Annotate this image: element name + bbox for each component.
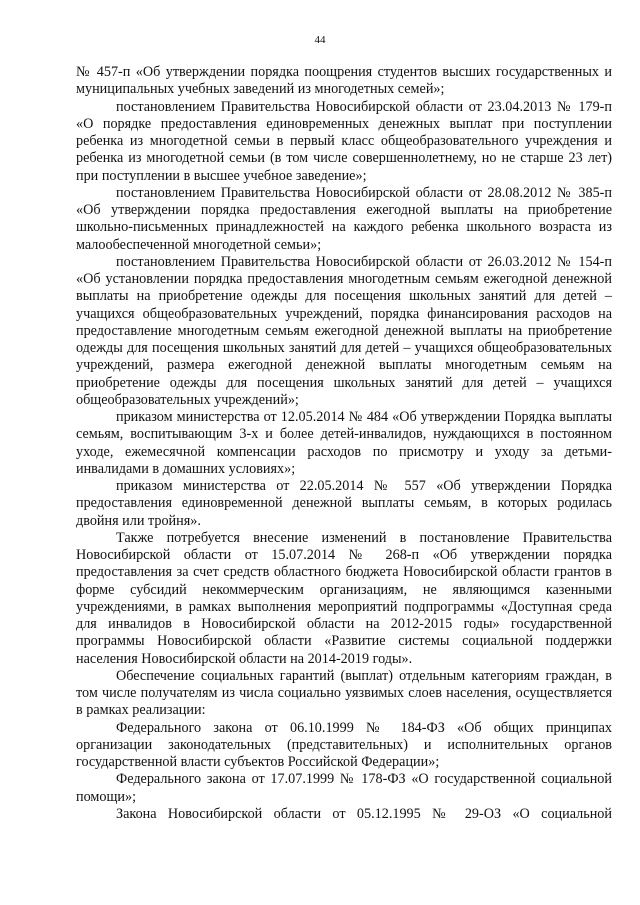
- paragraph-4: постановлением Правительства Новосибирской области от 26.03.2012 № 154-п «Об установлении порядка предоставления многодетным семьям ежегодной денежной выплаты на приобретение одежды для посещения школьных занятий для детей – учащихся общеобразовательных учреждений, порядка финансирования расходов на предоставление многодетным семьям ежегодной денежной выплаты на приобретение одежды для посещения школьных занятий для детей – учащихся общеобразовательных учреждений, размера ежегодной денежной выплаты многодетным семьям на приобретение одежды для посещения школьных занятий для детей – учащихся общеобразовательных учреждений»;: [76, 253, 612, 408]
- paragraph-8: Обеспечение социальных гарантий (выплат) отдельным категориям граждан, в том числе получателям из числа социально уязвимых слоев населения, осуществляется в рамках реализации:: [76, 667, 612, 719]
- paragraph-5: приказом министерства от 12.05.2014 № 484 «Об утверждении Порядка выплаты семьям, воспитывающим 3-х и более детей-инвалидов, нуждающихся в постоянном уходе, ежемесячной компенсации расходов по присмотру и уходу за детьми-инвалидами в домашних условиях»;: [76, 409, 612, 477]
- paragraph-7: Также потребуется внесение изменений в постановление Правительства Новосибирской области от 15.07.2014 № 268-п «Об утверждении порядка предоставления за счет средств областного бюджета Новосибирской области грантов в форме субсидий некоммерческим организациям, не являющимся казенными учреждениями, в рамках выполнения мероприятий подпрограммы «Доступная среда для инвалидов в Новосибирской области на 2012-2015 годы» государственной программы Новосибирской области «Развитие системы социальной поддержки населения Новосибирской области на 2014-2019 годы».: [76, 529, 612, 667]
- paragraph-1: № 457-п «Об утверждении порядка поощрения студентов высших государственных и муниципальных учебных заведений из многодетных семей»;: [76, 64, 612, 98]
- paragraph-11: Закона Новосибирской области от 05.12.1995 № 29-ОЗ «О социальной: [116, 805, 612, 822]
- page-number: 44: [314, 34, 326, 46]
- paragraph-10: Федерального закона от 17.07.1999 № 178-ФЗ «О государственной социальной помощи»;: [76, 771, 612, 805]
- document-body: [76, 64, 612, 823]
- paragraph-9: Федерального закона от 06.10.1999 № 184-ФЗ «Об общих принципах организации законодательных (представительных) и исполнительных органов государственной власти субъектов Российской Федерации»;: [76, 719, 612, 770]
- paragraph-6: приказом министерства от 22.05.2014 № 557 «Об утверждении Порядка предоставления единовременной денежной выплаты семьям, в которых родилась двойня или тройня».: [76, 478, 612, 529]
- paragraph-2: постановлением Правительства Новосибирской области от 23.04.2013 № 179-п «О порядке предоставления единовременных денежных выплат при поступлении ребенка из многодетной семьи в первый класс общеобразовательного учреждения и ребенка из многодетной семьи (в том числе совершеннолетнему, но не старше 23 лет) при поступлении в высшее учебное заведение»;: [76, 98, 612, 184]
- paragraph-3: постановлением Правительства Новосибирской области от 28.08.2012 № 385-п «Об утверждении порядка предоставления ежегодной выплаты на приобретение школьно-письменных принадлежностей на каждого ребенка школьного возраста из малообеспеченной многодетной семьи»;: [76, 184, 612, 253]
